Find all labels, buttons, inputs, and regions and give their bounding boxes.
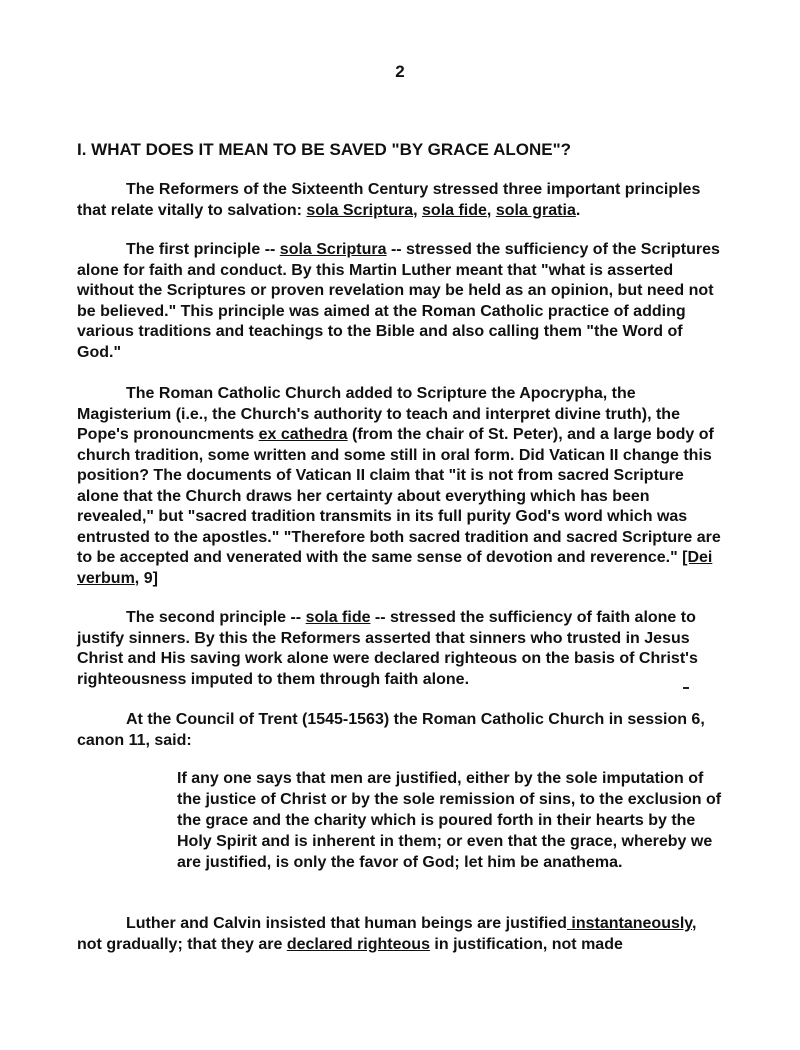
paragraph-reformers-principles	[77, 180, 725, 221]
section-heading: I. WHAT DOES IT MEAN TO BE SAVED "BY GRACE ALONE"?	[77, 140, 572, 159]
sola-scriptura-term: sola Scriptura,	[306, 201, 418, 219]
p6-text-c: in justification, not made	[429, 935, 623, 953]
instantaneously-term: instantaneously	[566, 915, 693, 932]
p2-text-b: -- stressed the sufficiency of the Scriptures alone for faith and conduct. By this Martin Luther meant that "what is asserted without the Scriptures or proven revelation may be held as an opinion, but need not be believed." This principle was aimed at the Roman Catholic practice of adding various traditions and teachings to the Bible and also calling them "the Word of God."	[77, 241, 720, 361]
paragraph-luther-calvin	[77, 914, 725, 955]
declared-righteous-term: declared righteous	[286, 935, 430, 953]
p4-text-b: -- stressed the sufficiency of faith alone to justify sinners. By this the Reformers asserted that sinners who trusted in Jesus Christ and His saving work alone were declared righteous on the basis of Christ's righteousness imputed to them through faith alone.	[77, 609, 698, 688]
p1-text-b: .	[575, 201, 581, 219]
p6-text-a: Luther and Calvin insisted that human beings are justified	[126, 915, 567, 932]
p3-text-c: , 9]	[134, 569, 158, 587]
p6-text-b: , not gradually; that they are	[77, 915, 697, 953]
sola-fide-term: sola fide	[305, 609, 371, 626]
paragraph-second-principle	[77, 608, 725, 690]
p5-text: At the Council of Trent (1545-1563) the Roman Catholic Church in session 6, canon 11, said:	[77, 711, 705, 749]
sola-scriptura-term: sola Scriptura	[279, 241, 387, 258]
paragraph-council-of-trent	[77, 710, 725, 751]
ex-cathedra-term: ex cathedra	[258, 426, 348, 443]
p3-text-a: The Roman Catholic Church added to Scripture the Apocrypha, the Magisterium (i.e., the Church's authority to teach and interpret divine truth), the Pope's pronouncments	[77, 385, 680, 443]
paragraph-roman-catholic-church	[77, 384, 725, 589]
block-quote-canon-11: If any one says that men are justified, either by the sole imputation of the justice of Christ or by the sole remission of sins, to the exclusion of the grace and the charity which is poured forth in their hearts by the Holy Spirit and is inherent in them; or even that the grace, whereby we are justified, is only the favor of God; let him be anathema.	[177, 770, 722, 871]
p1-sep2: ,	[486, 201, 496, 219]
p4-text-a: The second principle --	[126, 609, 306, 626]
p3-text-b: (from the chair of St. Peter), and a large body of church tradition, some written and some still in oral form. Did Vatican II change this position? The documents of Vatican II claim that "it is not from sacred Scripture alone that the Church draws her certainty about everything which has been revealed," but "sacred tradition transmits in its full purity God's word which was entrusted to the apostles." "Therefore both sacred tradition and sacred Scripture are to be accepted and venerated with the same sense of devotion and reverence."	[77, 426, 721, 566]
sola-fide-term: sola fide	[422, 201, 487, 219]
page-number: 2	[395, 62, 405, 81]
stray-mark	[683, 687, 689, 689]
dei-verbum-citation: [Dei verbum	[77, 549, 713, 587]
paragraph-first-principle	[77, 240, 725, 363]
p2-text-a: The first principle --	[126, 241, 280, 258]
p1-text-a: The Reformers of the Sixteenth Century stressed three important principles that relate vitally to salvation:	[77, 181, 701, 219]
sola-gratia-term: sola gratia	[495, 201, 576, 219]
